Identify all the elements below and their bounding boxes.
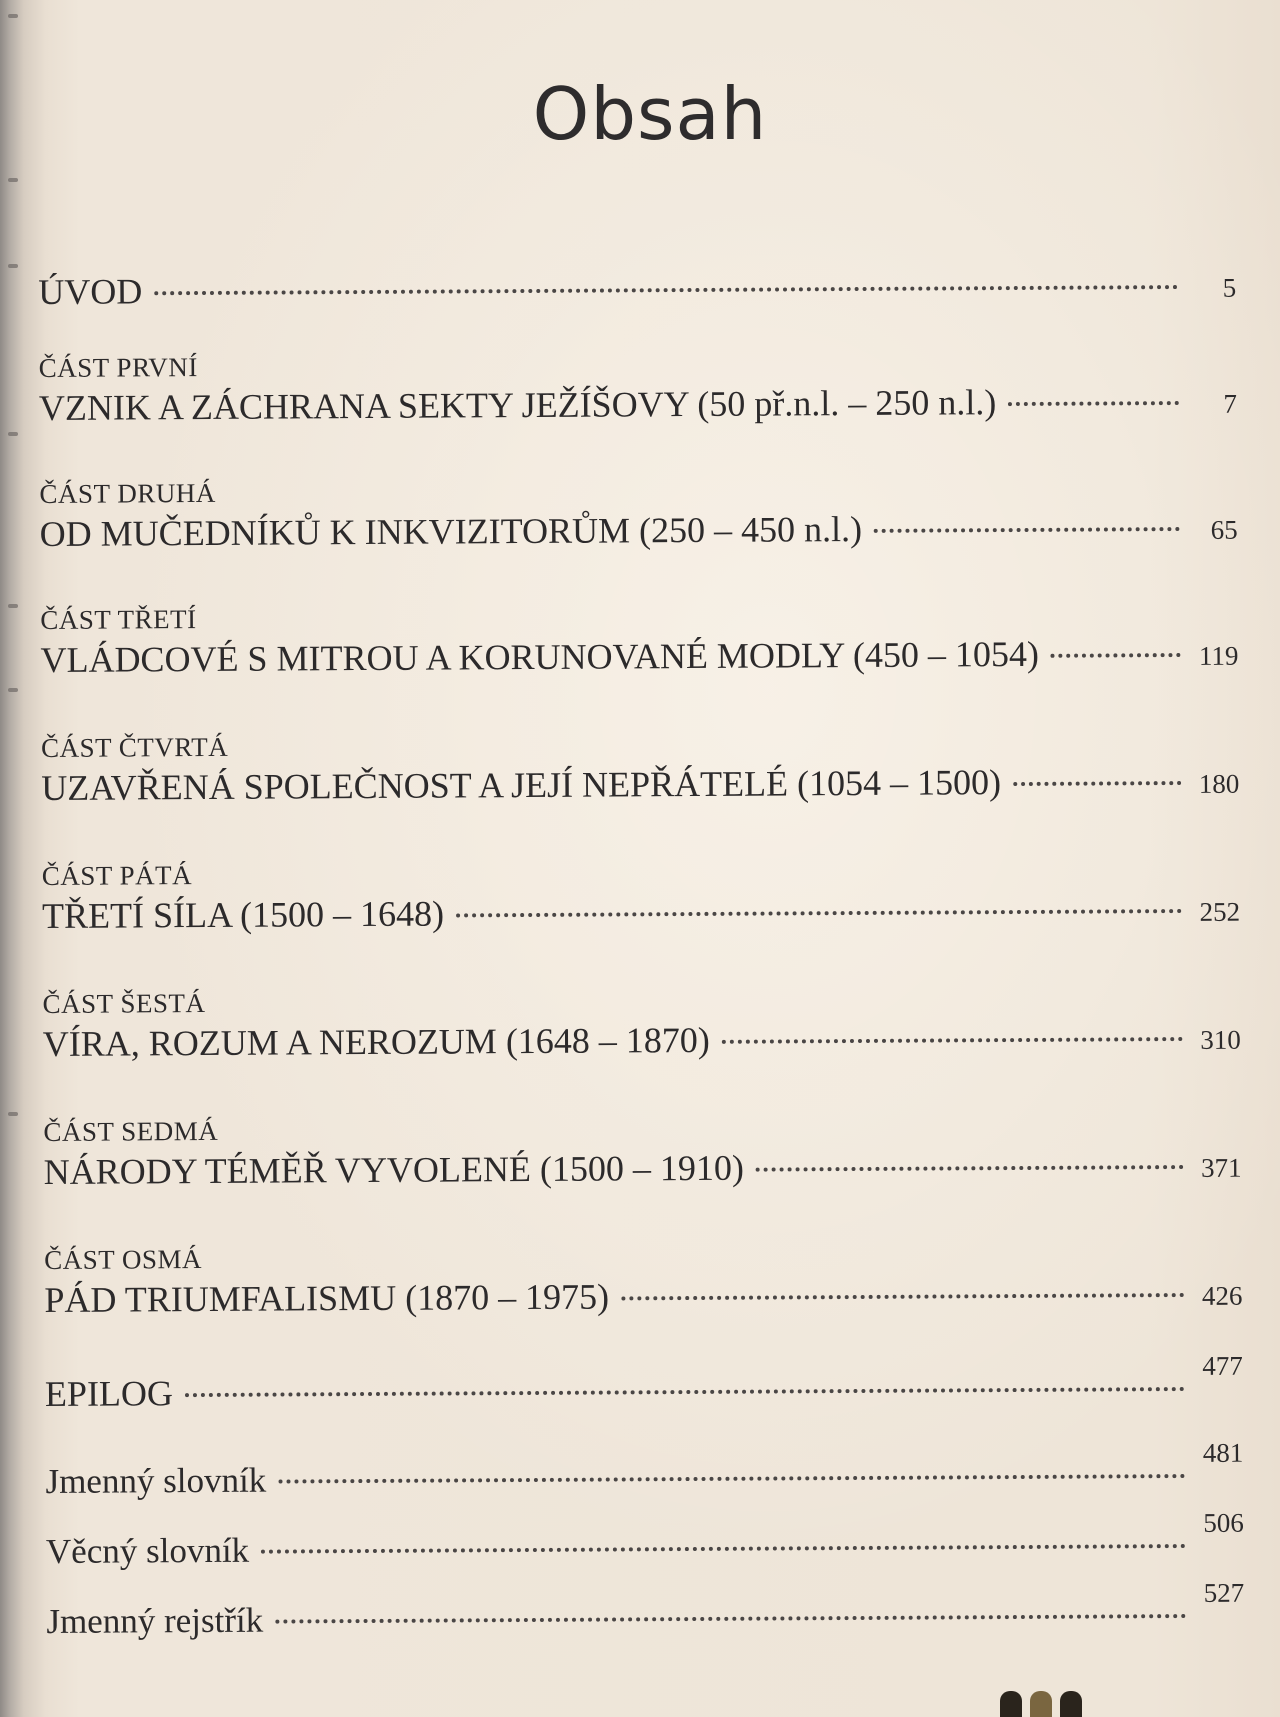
toc-entry-part-6 — [43, 981, 1241, 1066]
spine-thread-mark — [8, 688, 18, 692]
toc-page-number: 7 — [1223, 388, 1238, 419]
toc-entry-title: NÁRODY TÉMĚŘ VYVOLENÉ (1500 – 1910) — [43, 1147, 745, 1192]
spine-thread-mark — [8, 264, 18, 268]
part-label: ČÁST ČTVRTÁ — [40, 731, 229, 763]
part-label: ČÁST DRUHÁ — [39, 477, 216, 509]
part-label: ČÁST TŘETÍ — [40, 604, 197, 635]
toc-entry-title: VLÁDCOVÉ S MITROU A KORUNOVANÉ MODLY (450 – 1054) — [40, 633, 1040, 680]
dot-leader — [1051, 653, 1181, 658]
toc-entry-part-7 — [43, 1109, 1241, 1194]
dot-leader — [621, 1293, 1184, 1300]
toc-entry-title: UZAVŘENÁ SPOLEČNOST A JEJÍ NEPŘÁTELÉ (1054 – 1500) — [41, 762, 1002, 808]
toc-entry-title: Jmenný slovník — [45, 1460, 267, 1501]
toc-entry-title: EPILOG — [44, 1373, 174, 1414]
dot-leader — [1008, 401, 1179, 406]
dot-leader — [456, 909, 1182, 917]
toc-entry-title: OD MUČEDNÍKŮ K INKVIZITORŮM (250 – 450 n.l.) — [39, 508, 863, 554]
clip-shape — [1000, 1691, 1022, 1717]
spine-thread-mark — [8, 604, 18, 608]
clip-shape — [1060, 1691, 1082, 1717]
dot-leader — [261, 1544, 1186, 1554]
table-of-contents — [38, 243, 1245, 1670]
toc-page-number: 527 — [1203, 1577, 1245, 1608]
dot-leader — [275, 1614, 1186, 1624]
toc-page-number: 252 — [1199, 896, 1241, 927]
toc-entry-title: ÚVOD — [38, 271, 143, 312]
dot-leader — [185, 1387, 1185, 1397]
spine-thread-mark — [8, 1112, 18, 1116]
binder-clip-edge — [1000, 1691, 1120, 1717]
toc-entry-intro — [38, 263, 1236, 314]
clip-shape — [1030, 1691, 1052, 1717]
toc-entry-part-4 — [41, 725, 1239, 810]
toc-page-number: 506 — [1203, 1507, 1244, 1538]
toc-entry-part-3 — [40, 597, 1238, 682]
toc-page-number: 310 — [1200, 1024, 1241, 1055]
toc-page-number: 481 — [1202, 1437, 1244, 1468]
dot-leader — [874, 527, 1180, 533]
part-label: ČÁST PRVNÍ — [38, 352, 198, 383]
toc-entry-title: Jmenný rejstřík — [46, 1600, 264, 1641]
dot-leader — [1013, 781, 1181, 786]
toc-entry-part-5 — [42, 853, 1240, 938]
toc-entry-part-2 — [39, 471, 1237, 556]
dot-leader — [722, 1037, 1183, 1044]
part-label: ČÁST ŠESTÁ — [42, 987, 206, 1019]
toc-entry-title: Věcný slovník — [45, 1530, 250, 1571]
toc-entry-part-8 — [44, 1237, 1242, 1322]
dot-leader — [154, 285, 1178, 295]
part-label: ČÁST SEDMÁ — [43, 1115, 219, 1147]
page-title: Obsah — [532, 72, 768, 156]
toc-page-number: 426 — [1201, 1280, 1243, 1311]
toc-page-number: 119 — [1198, 640, 1239, 671]
toc-page-number: 180 — [1198, 768, 1240, 799]
toc-entry-title: VZNIK A ZÁCHRANA SEKTY JEŽÍŠOVY (50 př.n.l. – 250 n.l.) — [38, 382, 997, 428]
spine-thread-mark — [8, 14, 18, 18]
toc-entry-part-1 — [39, 345, 1237, 430]
toc-entry-epilogue — [44, 1350, 1243, 1416]
spine-thread-mark — [8, 178, 18, 182]
spine-thread-mark — [8, 432, 18, 436]
toc-page-number: 477 — [1202, 1350, 1243, 1381]
toc-entry-title: VÍRA, ROZUM A NEROZUM (1648 – 1870) — [42, 1019, 710, 1064]
part-label: ČÁST OSMÁ — [44, 1244, 203, 1275]
toc-entry-title: TŘETÍ SÍLA (1500 – 1648) — [41, 893, 445, 936]
toc-entry-subject-dictionary — [45, 1507, 1244, 1574]
toc-page-number: 371 — [1201, 1152, 1242, 1183]
toc-entry-name-index — [46, 1577, 1245, 1644]
toc-page-number: 65 — [1210, 514, 1238, 545]
toc-page-number: 5 — [1222, 272, 1237, 303]
toc-entry-title: PÁD TRIUMFALISMU (1870 – 1975) — [44, 1276, 610, 1320]
dot-leader — [756, 1165, 1184, 1172]
part-label: ČÁST PÁTÁ — [41, 860, 193, 891]
toc-entry-name-dictionary — [45, 1437, 1244, 1504]
dot-leader — [278, 1474, 1185, 1484]
